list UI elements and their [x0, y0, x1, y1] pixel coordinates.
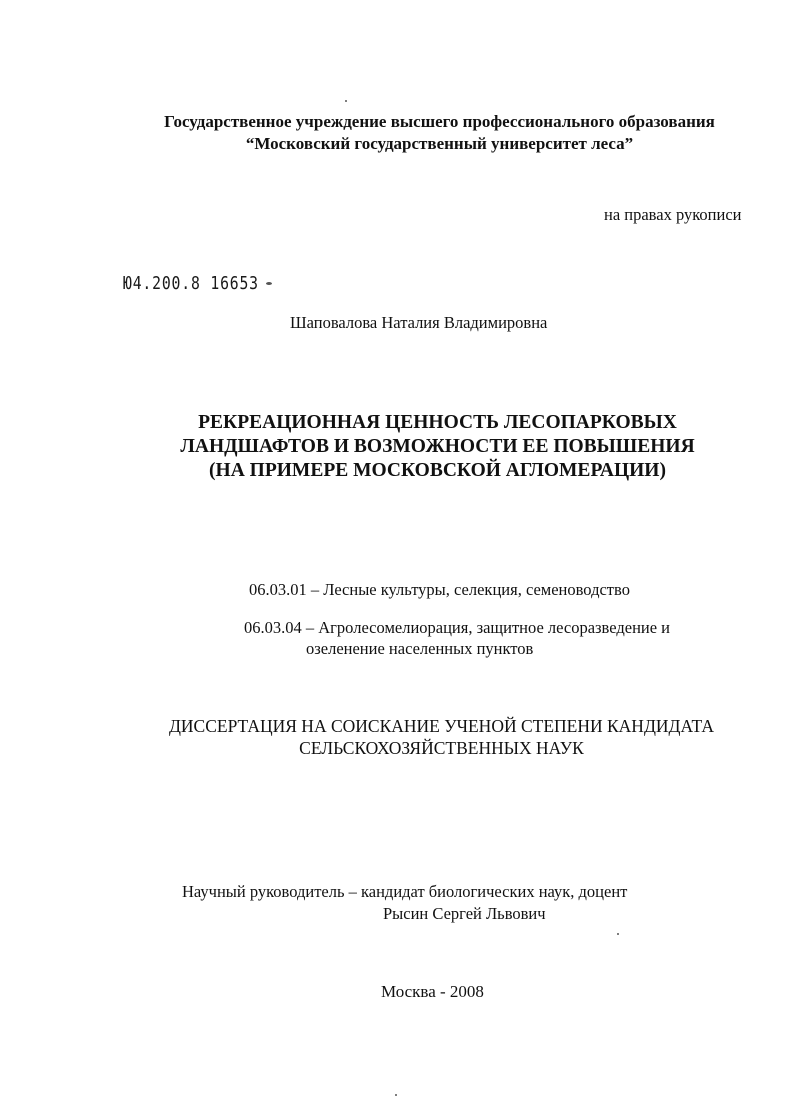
title-line-3: (НА ПРИМЕРЕ МОСКОВСКОЙ АГЛОМЕРАЦИИ) [209, 460, 666, 481]
specialty-1: 06.03.01 – Лесные культуры, селекция, семеноводство [249, 580, 630, 599]
supervisor-name: Рысин Сергей Львович [383, 904, 546, 923]
registration-stamp: Ю4.200.8 16653 [123, 273, 259, 294]
city-year: Москва - 2008 [381, 982, 484, 1001]
institution-line-2: “Московский государственный университет леса” [245, 134, 634, 153]
manuscript-note: на правах рукописи [604, 205, 742, 224]
scan-speck [617, 933, 619, 935]
institution-line-1: Государственное учреждение высшего профессионального образования [164, 112, 715, 131]
specialty-2-line-2: озеленение населенных пунктов [306, 639, 534, 658]
author-name: Шаповалова Наталия Владимировна [290, 313, 548, 332]
scan-speck [266, 282, 272, 285]
dissertation-line-2: СЕЛЬСКОХОЗЯЙСТВЕННЫХ НАУК [299, 738, 584, 758]
supervisor-line-1: Научный руководитель – кандидат биологических наук, доцент [182, 882, 628, 901]
title-line-1: РЕКРЕАЦИОННАЯ ЦЕННОСТЬ ЛЕСОПАРКОВЫХ [198, 412, 677, 433]
title-line-2: ЛАНДШАФТОВ И ВОЗМОЖНОСТИ ЕЕ ПОВЫШЕНИЯ [180, 436, 695, 457]
dissertation-line-1: ДИССЕРТАЦИЯ НА СОИСКАНИЕ УЧЕНОЙ СТЕПЕНИ КАНДИДАТА [168, 716, 715, 736]
specialty-2-line-1: 06.03.04 – Агролесомелиорация, защитное лесоразведение и [244, 618, 671, 637]
scan-speck [345, 100, 347, 102]
scan-speck [395, 1094, 397, 1096]
